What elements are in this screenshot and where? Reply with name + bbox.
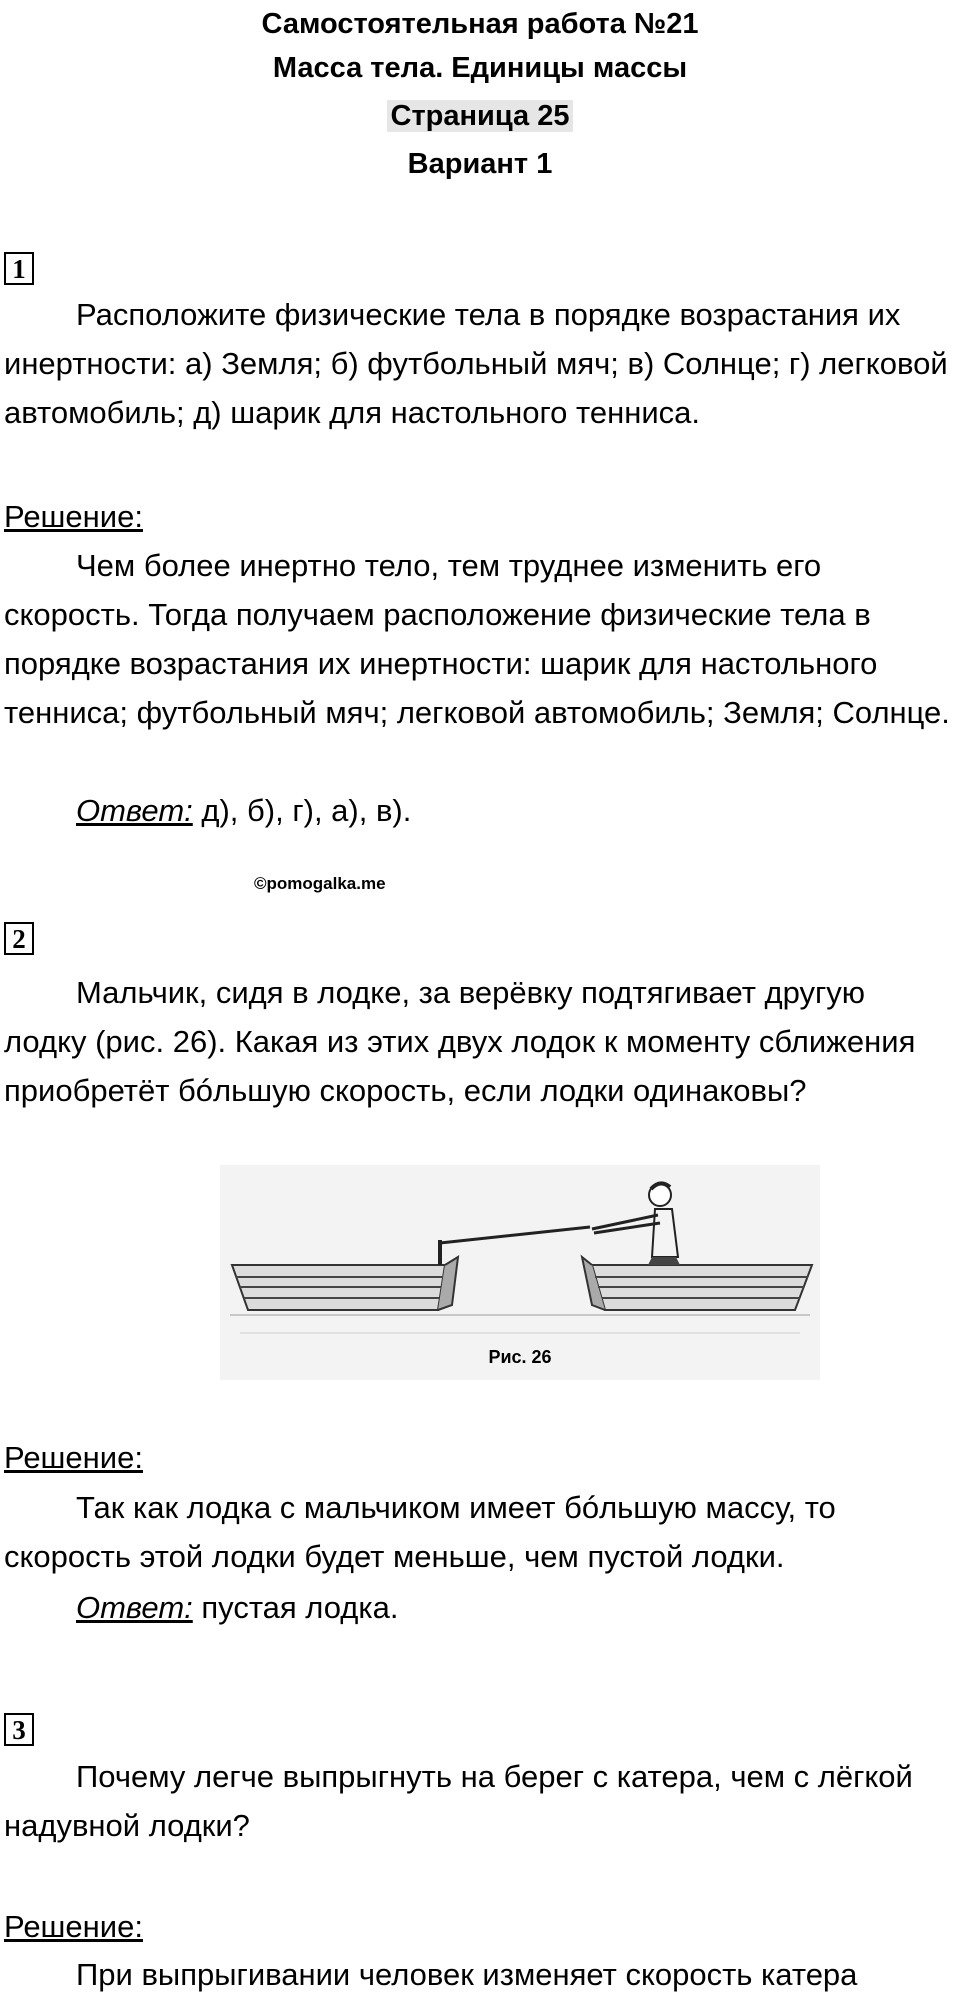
solution-label: Решение:: [4, 499, 143, 534]
task-3-question: Почему легче выпрыгнуть на берег с катера, чем с лёгкой надувной лодки?: [4, 1759, 913, 1843]
task-1-question: Расположите физические тела в порядке возрастания их инертности: а) Земля; б) футбольный мяч; в) Солнце; г) легковой автомобиль; д) шарик для настольного тенниса.: [4, 297, 948, 430]
task-3-number: 3: [4, 1713, 34, 1746]
task-2-solution-label: [4, 1433, 956, 1482]
answer-text: д), б), г), а), в).: [192, 793, 412, 828]
task-1-solution: Чем более инертно тело, тем труднее изменить его скорость. Тогда получаем расположение физические тела в порядке возрастания их инертности: шарик для настольного тенниса; футбольный мяч; легковой автомобиль; Земля; Солнце.: [4, 548, 950, 730]
task-3-solution: При выпрыгивании человек изменяет скорость катера: [76, 1957, 858, 1992]
answer-label: Ответ:: [76, 793, 193, 828]
page-label-text: Страница 25: [387, 100, 574, 132]
task-1-number: 1: [4, 252, 34, 285]
task-2-answer: [4, 1583, 956, 1632]
figure-caption: Рис. 26: [488, 1347, 552, 1367]
task-1-answer: [4, 786, 956, 835]
answer-text: пустая лодка.: [192, 1590, 399, 1625]
solution-label: Решение:: [4, 1909, 143, 1944]
answer-label: Ответ:: [76, 1590, 193, 1625]
boats-figure: [220, 1165, 820, 1380]
work-title: Самостоятельная работа №21: [261, 8, 699, 40]
task-2-number: 2: [4, 922, 34, 955]
task-1-solution-label: [4, 492, 956, 541]
task-2-solution: Так как лодка с мальчиком имеет бóльшую массу, то скорость этой лодки будет меньше, чем пустой лодки.: [4, 1490, 836, 1574]
page-label: [0, 92, 960, 140]
task-3-solution-label: [4, 1902, 956, 1951]
variant-label: Вариант 1: [407, 148, 553, 180]
solution-label: Решение:: [4, 1440, 143, 1475]
topic-title: Масса тела. Единицы массы: [272, 52, 688, 84]
task-2-question: Мальчик, сидя в лодке, за верёвку подтягивает другую лодку (рис. 26). Какая из этих двух лодок к моменту сближения приобретёт бóльшую скорость, если лодки одинаковы?: [4, 975, 916, 1108]
watermark: ©pomogalka.me: [254, 874, 386, 893]
